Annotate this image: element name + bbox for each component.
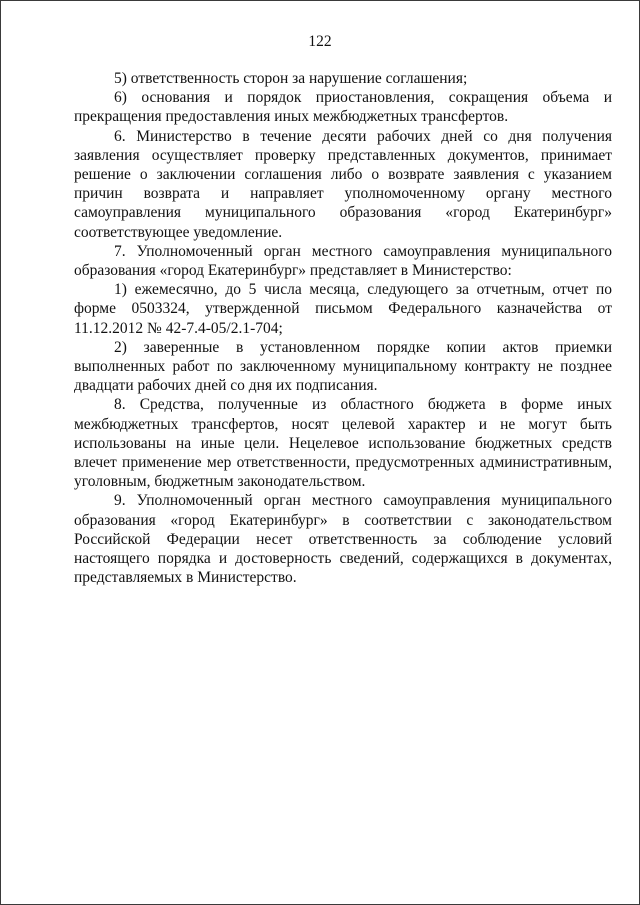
paragraph-clause-7-item-2: 2) заверенные в установленном порядке копии актов приемки выполненных работ по заключенному муниципальному контракту не позднее двадцати рабочих дней со дня их подписания. [74, 338, 612, 395]
page-number: 122 [308, 33, 332, 50]
paragraph-item-5-liability: 5) ответственность сторон за нарушение соглашения; [114, 70, 468, 87]
paragraph-clause-9: 9. Уполномоченный орган местного самоуправления муниципального образования «город Екатеринбург» в соответствии с законодательством Российской Федерации несет ответственность за соблюдение условий настоящего порядка и достоверность сведений, содержащихся в документах, представляемых в Министерство. [74, 492, 612, 587]
paragraph-clause-8: 8. Средства, полученные из областного бюджета в форме иных межбюджетных трансфертов, носят целевой характер и не могут быть использованы на иные цели. Нецелевое использование бюджетных средств влечет применение мер ответственности, предусмотренных административным, уголовным, бюджетным законодательством. [74, 396, 612, 491]
document-body [74, 69, 612, 587]
paragraph-item-6-suspension-grounds: 6) основания и порядок приостановления, сокращения объема и прекращения предоставления иных межбюджетных трансфертов. [74, 89, 612, 126]
paragraph-clause-7-item-1: 1) ежемесячно, до 5 числа месяца, следующего за отчетным, отчет по форме 0503324, утвержденной письмом Федерального казначейства от 11.12.2012 № 42-7.4-05/2.1-704; [74, 281, 612, 337]
paragraph-clause-7: 7. Уполномоченный орган местного самоуправления муниципального образования «город Екатеринбург» представляет в Министерство: [74, 242, 612, 280]
paragraph-clause-6: 6. Министерство в течение десяти рабочих дней со дня получения заявления осуществляет проверку представленных документов, принимает решение о заключении соглашения либо о возврате заявления с указанием причин возврата и направляет уполномоченному органу местного самоуправления муниципального образования «город Екатеринбург» соответствующее уведомление. [74, 127, 612, 241]
